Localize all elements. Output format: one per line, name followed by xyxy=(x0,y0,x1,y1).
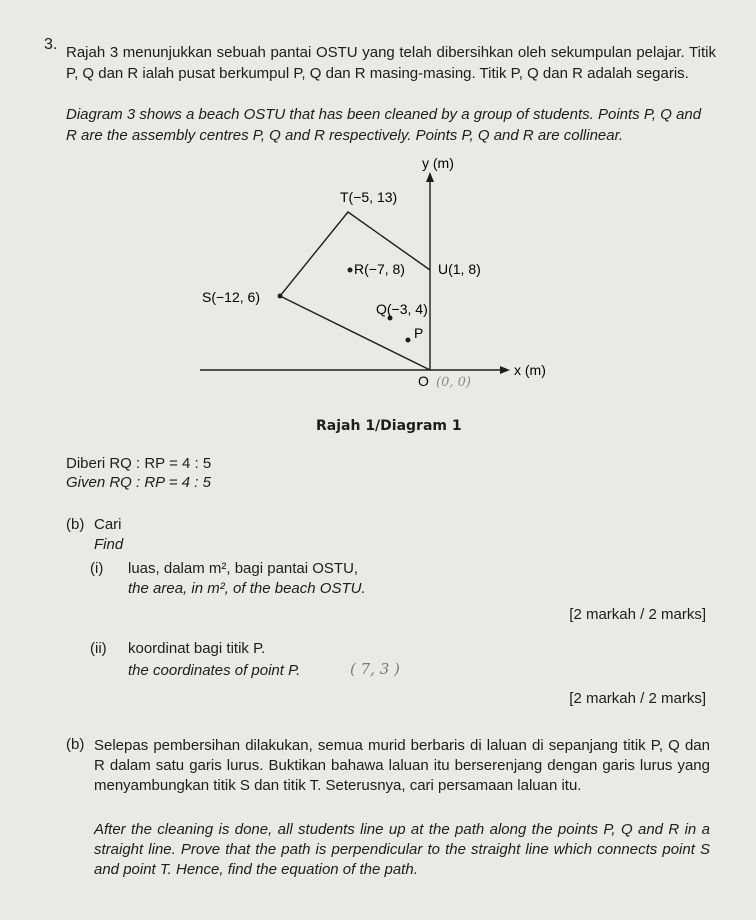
given-malay: Diberi RQ : RP = 4 : 5 xyxy=(66,455,212,472)
part-a-i-marks: [2 markah / 2 marks] xyxy=(569,606,706,623)
point-s-dot xyxy=(278,294,283,299)
beach-diagram xyxy=(180,150,560,410)
part-b-label: (b) xyxy=(66,736,85,753)
part-a-ii-label: (ii) xyxy=(90,640,107,657)
diagram-caption: Rajah 1/Diagram 1 xyxy=(316,418,462,434)
part-a-label: (b) xyxy=(66,516,85,533)
origin-handwritten: (0, 0) xyxy=(436,375,471,390)
given-english: Given RQ : RP = 4 : 5 xyxy=(66,474,211,491)
intro-english: Diagram 3 shows a beach OSTU that has been cleaned by a group of students. Points P, Q and R are the assembly centres P, Q and R respectively. Points P, Q and R are collinear. xyxy=(66,106,702,144)
part-a-i-english: the area, in m², of the beach OSTU. xyxy=(128,580,366,597)
intro-malay: Rajah 3 menunjukkan sebuah pantai OSTU yang telah dibersihkan oleh sekumpulan pelajar. Titik P, Q dan R ialah pusat berkumpul P, Q dan R masing-masing. Titik P, Q dan R adalah segaris. xyxy=(66,44,716,82)
y-axis-label: y (m) xyxy=(422,155,454,171)
origin-label: O xyxy=(418,373,429,389)
part-a-title-english: Find xyxy=(94,536,124,553)
x-axis-arrow xyxy=(500,366,510,374)
point-p-label: P xyxy=(414,325,424,341)
point-u-label: U(1, 8) xyxy=(438,261,481,277)
beach-outline xyxy=(280,212,430,370)
point-q-label: Q(−3, 4) xyxy=(376,301,428,317)
part-a-i-label: (i) xyxy=(90,560,104,577)
part-a-ii-marks: [2 markah / 2 marks] xyxy=(569,690,706,707)
part-a-title-malay: Cari xyxy=(94,516,122,533)
point-s-label: S(−12, 6) xyxy=(202,289,260,305)
part-b-malay: Selepas pembersihan dilakukan, semua murid berbaris di laluan di sepanjang titik P, Q dan R dalam satu garis lurus. Buktikan bahawa laluan itu berserenjang dengan garis lurus yang menyambungkan titik S dan titik T. Seterusnya, cari persamaan laluan itu. xyxy=(94,737,710,794)
y-axis-arrow xyxy=(426,172,434,182)
part-a-ii-handwritten: ( 7, 3 ) xyxy=(350,660,400,678)
x-axis-label: x (m) xyxy=(514,362,546,378)
point-r-label: R(−7, 8) xyxy=(354,261,405,277)
part-b-english: After the cleaning is done, all students line up at the path along the points P, Q and R in a straight line. Prove that the path is perpendicular to the straight line which connects point S and point T. Hence, find the equation of the path. xyxy=(94,821,710,878)
part-a-ii-malay: koordinat bagi titik P. xyxy=(128,640,266,657)
point-t-label: T(−5, 13) xyxy=(340,189,398,205)
part-a-i-malay: luas, dalam m², bagi pantai OSTU, xyxy=(128,560,359,577)
question-number: 3. xyxy=(44,36,58,53)
point-p-dot xyxy=(406,338,411,343)
part-a-ii-english: the coordinates of point P. xyxy=(128,662,301,679)
point-r-dot xyxy=(348,268,353,273)
